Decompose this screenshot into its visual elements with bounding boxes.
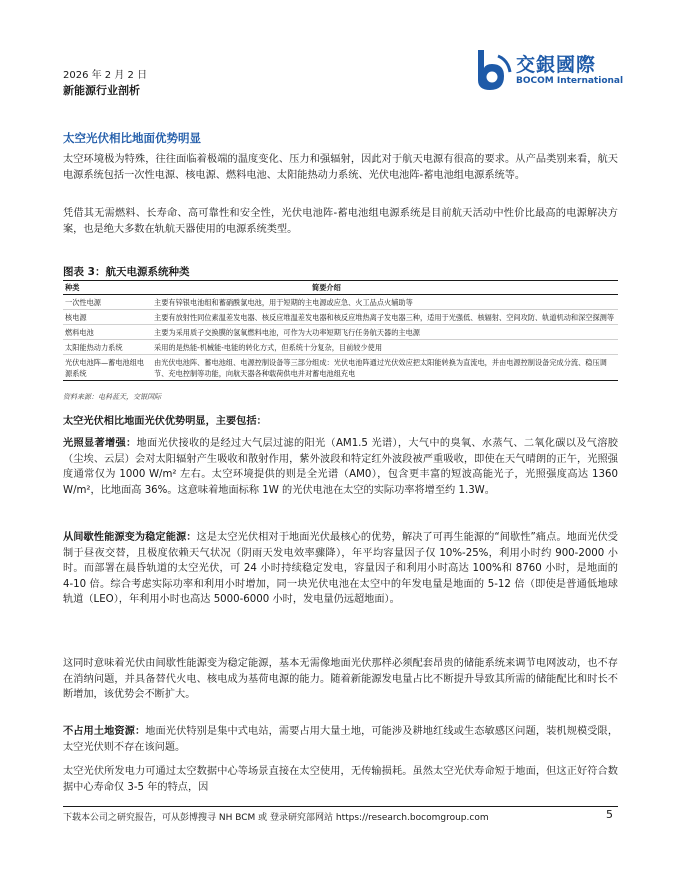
footer-divider <box>63 806 618 807</box>
table-cell-desc: 采用的是热能-机械能-电能的转化方式，但系统十分复杂，目前较少使用 <box>152 340 618 355</box>
advantage-stable-label: 从间歇性能源变为稳定能源： <box>63 532 197 543</box>
footer-text: 下载本公司之研究报告，可从彭博搜寻 NH BCM 或 登录研究部网站 https://research.bocomgroup.com <box>63 813 489 823</box>
power-system-table <box>63 280 618 381</box>
table-cell-type: 太阳能热动力系统 <box>63 340 152 355</box>
table-cell-type: 核电源 <box>63 310 152 325</box>
table-header-desc: 简要介绍 <box>152 281 618 295</box>
report-date: 2026 年 2 月 2 日 <box>63 70 148 81</box>
figure-source: 资料来源：电科蓝天，交银国际 <box>63 393 161 401</box>
paragraph-advantage-light <box>63 436 618 498</box>
table-cell-desc: 主要有锌银电池组和蓄硝酰氯电池，用于短期的主电源或应急、火工品点火辅助等 <box>152 295 618 310</box>
section-title: 太空光伏相比地面优势明显 <box>63 131 201 145</box>
table-row <box>63 325 618 340</box>
table-row <box>63 310 618 325</box>
table-cell-desc: 主要为采用质子交换膜的氢氧燃料电池，可作为大功率短期飞行任务航天器的主电源 <box>152 325 618 340</box>
table-row <box>63 295 618 310</box>
advantage-stable-text: 这是太空光伏相对于地面光伏最核心的优势，解决了可再生能源的“间歇性”痛点。地面光伏受制于昼夜交替，且极度依赖天气状况（阴雨天发电效率骤降），年平均容量因子仅 10%-25%，利用小时约 900-2000 小时。而部署在晨昏轨道的太空光伏，可 24 小时持续稳定发电，容量因子和利用小时高达 100%和 8760 小时，是地面的 4-10 倍。综合考虑实际功率和利用小时增加，同一块光伏电池在太空中的年发电量是地面的 5-12 倍（即使是普通低地球轨道（LEO），年利用小时也高达 5000-6000 小时，发电量仍远超地面）。 <box>63 532 618 605</box>
table-row <box>63 340 618 355</box>
paragraph-intro-1: 太空环境极为特殊，往往面临着极端的温度变化、压力和强辐射，因此对于航天电源有很高的要求。从产品类别来看，航天电源系统包括一次性电源、核电源、燃料电池、太阳能热动力系统、光伏电池阵-蓄电池组电源系统等。 <box>63 154 618 181</box>
logo-text-en: BOCOM International <box>516 76 624 86</box>
table-header-type: 种类 <box>63 281 152 295</box>
advantage-land-label: 不占用土地资源： <box>63 726 146 737</box>
paragraph-advantage-stable <box>63 530 618 608</box>
advantage-light-text: 地面光伏接收的是经过大气层过滤的阳光（AM1.5 光谱），大气中的臭氧、水蒸气、二氧化碳以及气溶胶（尘埃、云层）会对太阳辐射产生吸收和散射作用，紫外波段和特定红外波段被严重吸收，即使在天气晴朗的正午，光照强度通常仅为 1000 W/m² 左右。太空环境提供的则是全光谱（AM0），包含更丰富的短波高能光子，光照强度高达 1360 W/m²，比地面高 36%。这意味着地面标称 1W 的光伏电池在太空的实际功率将增至约 1.3W。 <box>63 438 618 496</box>
paragraph-last: 太空光伏所发电力可通过太空数据中心等场景直接在太空使用，无传输损耗。虽然太空光伏寿命短于地面，但这正好符合数据中心寿命仅 3-5 年的特点，因 <box>63 766 618 793</box>
paragraph-advantage-followup: 这同时意味着光伏由间歇性能源变为稳定能源，基本无需像地面光伏那样必须配套昂贵的储能系统来调节电网波动，也不存在消纳问题，并具备替代火电、核电成为基荷电源的能力。随着新能源发电量占比不断提升导致其所需的储能配比和时长不断增加，该优势会不断扩大。 <box>63 658 618 700</box>
table-cell-type: 光伏电池阵—蓄电池组电源系统 <box>63 355 152 381</box>
logo-text-cn: 交銀國際 <box>516 54 597 76</box>
advantages-intro: 太空光伏相比地面光伏优势明显，主要包括： <box>63 416 267 427</box>
paragraph-intro-2: 凭借其无需燃料、长寿命、高可靠性和安全性，光伏电池阵-蓄电池组电源系统是目前航天活动中性价比最高的电源解决方案，也是绝大多数在轨航天器使用的电源系统类型。 <box>63 208 618 235</box>
table-cell-desc: 由光伏电池阵、蓄电池组、电源控制设备等三部分组成：光伏电池阵通过光伏效应把太阳能转换为直流电，并由电源控制设备完成分流、稳压调节、充电控制等功能，向航天器各种载荷供电并对蓄电池组充电 <box>152 355 618 381</box>
advantage-light-label: 光照显著增强： <box>63 438 137 449</box>
paragraph-advantage-land <box>63 724 618 755</box>
table-cell-type: 燃料电池 <box>63 325 152 340</box>
table-row <box>63 355 618 381</box>
table-cell-desc: 主要有放射性同位素温差发电器、核反应堆温差发电器和核反应堆热离子发电器三种，适用于光强低、核辐射、空间攻防、轨道机动和深空探测等 <box>152 310 618 325</box>
figure-title: 图表 3：航天电源系统种类 <box>63 266 190 278</box>
table-cell-type: 一次性电源 <box>63 295 152 310</box>
advantage-land-text: 地面光伏特别是集中式电站，需要占用大量土地，可能涉及耕地红线或生态敏感区问题，装机规模受限，太空光伏则不存在该问题。 <box>63 726 619 753</box>
page-number: 5 <box>606 808 613 821</box>
table-header-row <box>63 281 618 295</box>
report-subtitle: 新能源行业剖析 <box>63 84 140 97</box>
